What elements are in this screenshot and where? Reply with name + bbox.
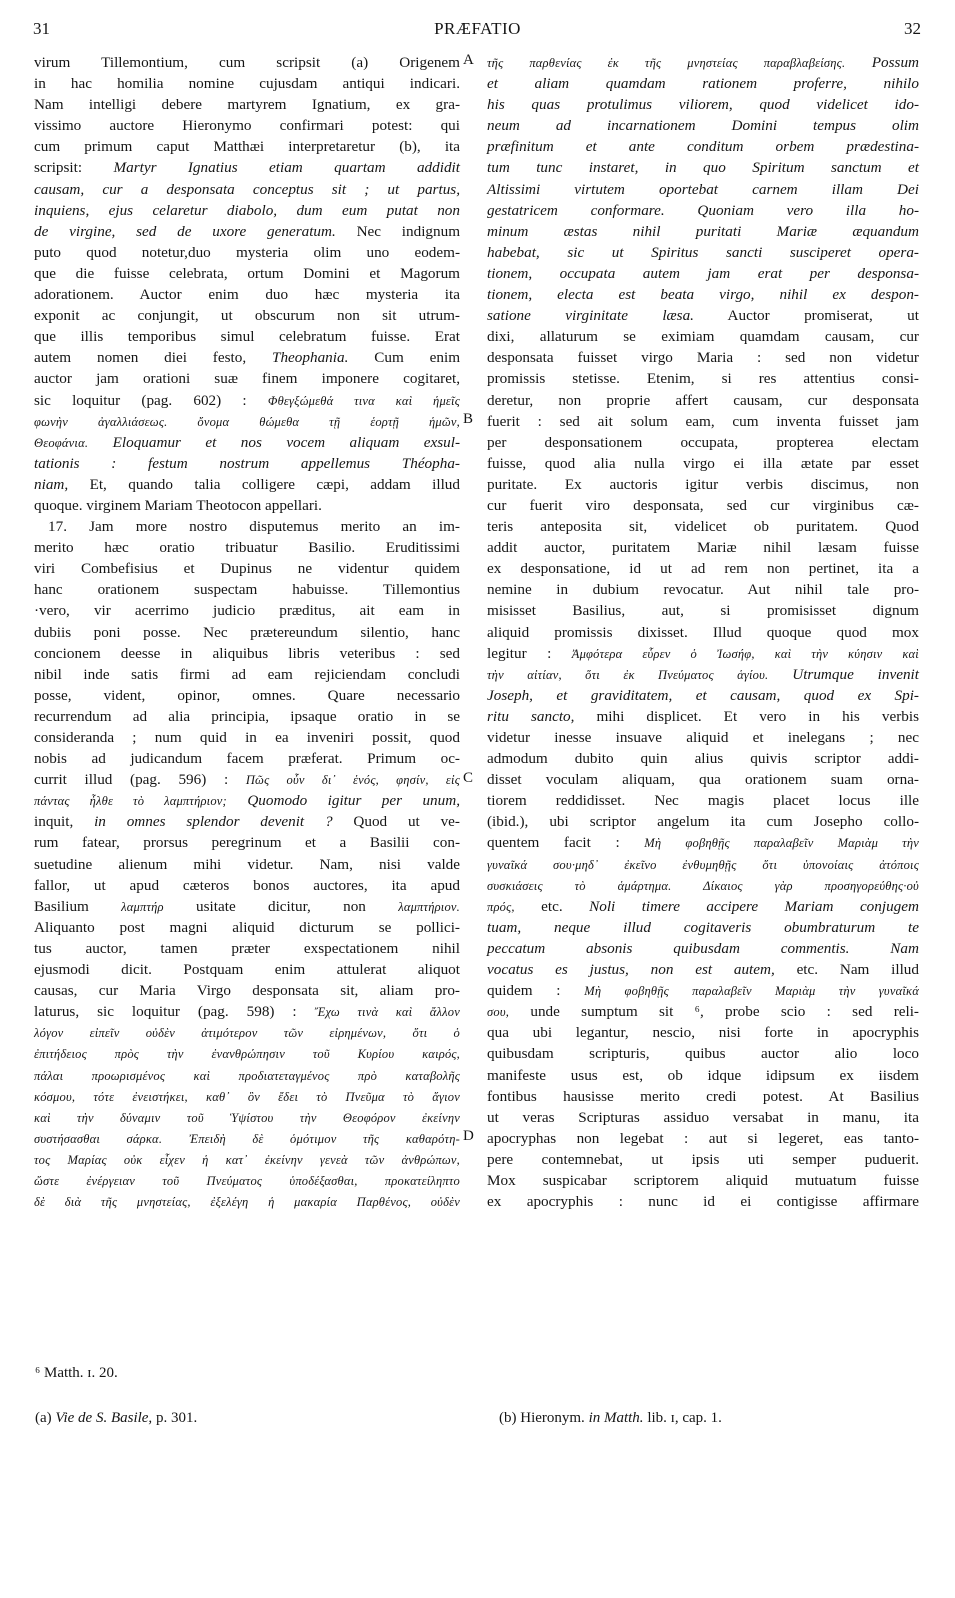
- text-segment: teris anteposita sit, videlicet ob puritatem. Quod: [487, 518, 919, 536]
- text-segment: fallor, ut apud cæteros bonos auctores, ita apud: [34, 876, 460, 894]
- text-segment: Quomodo igitur per unum,: [247, 792, 460, 810]
- text-line: [34, 1043, 460, 1064]
- text-segment: σου,: [487, 1005, 510, 1020]
- text-line: [487, 453, 919, 474]
- text-line: [487, 1043, 919, 1064]
- text-line: [487, 664, 919, 685]
- text-segment: autem nomen diei festo,: [34, 349, 272, 367]
- text-segment: Basilium: [34, 897, 122, 915]
- text-line: [487, 1065, 919, 1086]
- text-segment: Θεοφάνια.: [34, 435, 89, 450]
- text-segment: dubiis poni posse. Nec prætereundum silentio, hanc: [34, 623, 460, 641]
- page-header: [0, 0, 955, 40]
- text-line: [487, 537, 919, 558]
- text-line: [34, 1065, 460, 1086]
- text-line: [34, 157, 460, 178]
- text-segment: admodum dubito quin alius quivis scriptor addi-: [487, 750, 919, 768]
- text-segment: ritu sancto,: [487, 707, 575, 725]
- text-line: [34, 242, 460, 263]
- text-line: [34, 769, 460, 790]
- text-segment: per desponsationem occupata, propterea electam: [487, 433, 919, 451]
- text-segment: merito hæc oratio tribuatur Basilio. Eruditissimi: [34, 539, 460, 557]
- text-segment: πρός,: [487, 899, 515, 914]
- text-line: [487, 685, 919, 706]
- text-segment: satione virginitate læsa.: [487, 307, 694, 325]
- text-line: [487, 305, 919, 326]
- text-segment: videtur inesse insuave aliquid et inelegans ; nec: [487, 729, 919, 746]
- text-line: [487, 432, 919, 453]
- text-segment: cur fuerit viro desponsata, sed cur virginibus cæ-: [487, 496, 919, 514]
- text-line: [487, 1149, 919, 1170]
- text-segment: Μὴ φοβηθῇς παραλαβεῖν Μαριὰμ τὴν γυναῖκά: [584, 984, 920, 999]
- text-segment: tiorem reddidisset. Nec magis placet locus ille: [487, 792, 919, 810]
- footnote: ⁶ Matth. ɪ. 20.: [35, 1365, 118, 1381]
- text-segment: τῆς παρθενίας ἐκ τῆς μνηστείας παραβλαβείσης.: [487, 56, 846, 70]
- text-segment: Joseph, et graviditatem, et causam, quod ex Spi-: [487, 686, 919, 704]
- text-line: [34, 938, 460, 959]
- text-segment: mihi displicet. Et vero in his verbis: [574, 707, 919, 725]
- ref_left-seg: p. 301.: [152, 1410, 198, 1426]
- text-line: [487, 811, 919, 832]
- text-segment: tum tunc instaret, in quo Spiritum sanctum et: [487, 159, 919, 177]
- text-segment: apocryphas non legebat : aut si legeret, eas tanto-: [487, 1129, 919, 1147]
- text-line: [34, 643, 460, 664]
- text-line: [34, 917, 460, 938]
- text-line: [34, 980, 460, 1001]
- text-line: [487, 326, 919, 347]
- text-line: [34, 221, 460, 242]
- text-segment: peccatum absonis quibusdam commentis. Nam: [487, 939, 919, 957]
- text-segment: tationis : festum nostrum appellemus Théopha-: [34, 454, 460, 472]
- text-line: [487, 136, 919, 157]
- text-line: [34, 1107, 460, 1128]
- text-segment: cum primum caput Matthæi interpretaretur (b), ita: [34, 138, 460, 156]
- section-marker-b: B: [463, 411, 474, 427]
- text-line: [487, 727, 919, 748]
- text-segment: neum ad incarnationem Domini tempus olim: [487, 117, 919, 135]
- text-line: [34, 200, 460, 221]
- text-line: [487, 347, 919, 368]
- text-segment: (ibid.), ubi scriptor angelum ita cum Josepho collo-: [487, 813, 919, 831]
- text-segment: Cum enim: [348, 349, 461, 367]
- text-segment: quentem facit :: [487, 834, 645, 852]
- text-line: [487, 1022, 919, 1043]
- text-segment: manifeste usus est, ob idque idipsum ex iisdem: [487, 1066, 919, 1084]
- text-segment: etc.: [514, 897, 590, 915]
- text-segment: concionem deesse in aliquibus libris veteribus : sed: [34, 644, 460, 662]
- text-segment: auctor jam orationi suæ finem imponere cogitaret,: [34, 370, 460, 388]
- text-line: [34, 94, 460, 115]
- text-segment: tionem, electa est beata virgo, nihil ex despon-: [487, 286, 919, 304]
- text-line: [34, 685, 460, 706]
- text-line: [34, 1022, 460, 1043]
- text-segment: ὥστε ἐνέργειαν τοῦ Πνεύματος ὑποδέξασθαι, προκατείληπτο: [34, 1173, 460, 1188]
- text-segment: deretur, non proprie affert causam, cur desponsata: [487, 391, 919, 409]
- text-segment: λαμπτήρ: [121, 899, 164, 914]
- text-line: [487, 94, 919, 115]
- text-segment: τος Μαρίας οὐκ εἶχεν ἡ κατ᾽ ἐκείνην γενεὰ τῶν ἀνθρώπων,: [34, 1152, 460, 1167]
- text-segment: [227, 792, 247, 809]
- text-segment: disset voculam aliquam, qua orationem suam orna-: [487, 771, 919, 789]
- text-segment: quidem :: [487, 982, 585, 1000]
- text-line: [487, 917, 919, 938]
- text-line: [34, 896, 460, 917]
- text-line: [487, 790, 919, 811]
- text-segment: inquit,: [34, 813, 95, 831]
- text-segment: καὶ τὴν δύναμιν τοῦ Ὑψίστου τὴν Θεοφόρον ἐκείνην: [34, 1110, 460, 1125]
- text-line: [34, 495, 460, 516]
- text-segment: que illis temporibus simul celebratum fuisse. Erat: [34, 328, 460, 346]
- ref_right-seg: in Matth.: [588, 1410, 644, 1426]
- text-line: [34, 875, 460, 896]
- text-segment: misisset Basilius, aut, si promisisset dignum: [487, 602, 919, 620]
- text-segment: promissis stetisse. Etenim, si res attentius consi-: [487, 370, 919, 388]
- text-segment: vissimo auctore Hieronymo confirmari potest: qui: [34, 117, 460, 135]
- text-segment: suetudine alienum mihi videtur. Nam, nisi valde: [34, 855, 460, 873]
- text-line: [34, 305, 460, 326]
- text-line: [34, 579, 460, 600]
- text-segment: inquiens, ejus celaretur diabolo, dum eum putat non: [34, 201, 460, 219]
- text-line: [487, 1128, 919, 1149]
- text-segment: 17. Jam more nostro disputemus merito an im-: [48, 518, 460, 536]
- text-segment: φωνὴν ἀγαλλιάσεως. ὄνομα θώμεθα τῇ ἑορτῇ ἡμῶν,: [34, 414, 460, 429]
- text-segment: Φθεγξώμεθά τινα καὶ ἡμεῖς: [267, 393, 460, 408]
- text-line: [34, 1086, 460, 1107]
- text-line: [487, 706, 919, 727]
- text-line: [487, 980, 919, 1001]
- text-segment: ·vero, vir acerrimo judicio præditus, ait eam in: [34, 602, 460, 620]
- text-segment: laturus, sic loquitur (pag. 598) :: [34, 1003, 315, 1021]
- text-line: [34, 453, 460, 474]
- text-segment: in omnes splendor devenit ?: [94, 813, 333, 831]
- section-marker-c: C: [463, 770, 474, 786]
- text-line: [487, 643, 919, 664]
- text-line: [487, 558, 919, 579]
- text-segment: Altissimi virtutem oportebat carnem illam Dei: [487, 180, 919, 198]
- text-segment: scripsit:: [34, 159, 114, 177]
- text-line: [34, 959, 460, 980]
- text-line: [34, 727, 460, 748]
- text-line: [487, 1001, 919, 1022]
- text-segment: dixi, allaturum se eximiam quamdam causam, cur: [487, 328, 919, 346]
- text-line: [34, 748, 460, 769]
- text-segment: causam, cur a desponsata conceptus sit ; ut partus,: [34, 180, 460, 198]
- text-segment: et aliam quamdam rationem proferre, nihilo: [487, 75, 919, 93]
- text-segment: addit auctor, puritatem Mariæ nihil læsam fuisse: [487, 539, 919, 557]
- text-segment: Auctor promiserat, ut: [693, 307, 919, 325]
- text-line: [34, 1149, 460, 1170]
- text-segment: tuam, neque illud cogitaveris obumbraturum te: [487, 918, 919, 936]
- text-line: [34, 832, 460, 853]
- text-segment: tus auctor, tamen præter exspectationem nihil: [34, 939, 460, 957]
- text-line: [487, 242, 919, 263]
- text-line: [34, 790, 460, 811]
- text-segment: τὴν αἰτίαν, ὅτι ἐκ Πνεύματος ἁγίου.: [487, 667, 769, 682]
- text-segment: Ἀμφότερα εὗρεν ὁ Ἰωσήφ, καὶ τὴν κύησιν καὶ: [571, 646, 919, 661]
- text-segment: aliquid promissis dixisset. Illud quoque quod mox: [487, 623, 919, 641]
- text-segment: habebat, sic ut Spiritus sancti susciperet opera-: [487, 243, 919, 261]
- text-segment: puto quod notetur,duo mysteria olim uno eodem-: [34, 243, 460, 261]
- text-segment: fuisse, quod alia nulla virgo ei illa ætate par esset: [487, 454, 919, 472]
- text-line: [487, 959, 919, 980]
- text-line: [34, 537, 460, 558]
- text-line: [487, 263, 919, 284]
- text-line: [34, 1128, 460, 1149]
- text-segment: legitur :: [487, 644, 572, 662]
- text-line: [487, 390, 919, 411]
- text-line: [34, 811, 460, 832]
- text-segment: unde sumptum sit ⁶, probe scio : sed reli-: [509, 1003, 919, 1021]
- text-segment: quibusdam scripturis, quibus auctor alio loco: [487, 1045, 919, 1063]
- text-segment: [88, 434, 112, 451]
- text-line: [487, 411, 919, 432]
- text-line: [34, 664, 460, 685]
- text-segment: Πῶς οὖν δι᾽ ἑνός, φησίν, εἰς: [245, 773, 461, 788]
- text-segment: quoque. virginem Mariam Theotocon appellari.: [34, 496, 322, 514]
- text-segment: minum æstas nihil puritati Mariæ æquandum: [487, 222, 919, 240]
- text-line: [34, 52, 460, 73]
- text-segment: ut veras Scripturas assiduo versabat in manu, ita: [487, 1108, 919, 1126]
- right-column: [487, 52, 919, 1212]
- text-segment: συστήσασθαι σάρκα.: [34, 1131, 163, 1146]
- text-line: [34, 136, 460, 157]
- text-line: [487, 179, 919, 200]
- ref_right-seg: lib. ɪ, cap. 1.: [643, 1410, 722, 1426]
- text-segment: γυναῖκά σου·μηδ᾽ ἐκεῖνο ἐνθυμηθῇς ὅτι ὑπονοίαις ἀτόποις: [487, 857, 919, 872]
- text-line: [34, 854, 460, 875]
- text-segment: ejusmodi dicit. Postquam enim attulerat aliquot: [34, 961, 460, 979]
- text-line: [34, 347, 460, 368]
- text-line: [487, 579, 919, 600]
- text-segment: exponit ac conjungit, ut obscurum non sit utrum-: [34, 307, 460, 325]
- text-line: [34, 474, 460, 495]
- text-segment: usitate dicitur, non: [163, 897, 399, 915]
- text-segment: his quas protulimus viliorem, quod videlicet ido-: [487, 96, 919, 114]
- text-line: [34, 263, 460, 284]
- text-line: [34, 1001, 460, 1022]
- text-segment: etc. Nam illud: [774, 961, 919, 979]
- ref_right-seg: (b) Hieronym.: [499, 1410, 589, 1426]
- text-segment: Eloquamur et nos vocem aliquam exsul-: [112, 433, 461, 451]
- text-segment: desponsata fuisset virgo Maria : sed non videtur: [487, 349, 919, 367]
- text-segment: κόσμου, τότε ἐνειστήκει, καθ᾽ ὃν ἔδει τὸ Πνεῦμα τὸ ἅγιον: [34, 1089, 460, 1104]
- text-segment: λόγον εἰπεῖν οὐδὲν ἀτιμότερον τῶν εἰρημένων, ὅτι ὁ: [34, 1026, 460, 1041]
- text-segment: [845, 54, 871, 71]
- text-line: [487, 875, 919, 896]
- text-line: [34, 432, 460, 453]
- reference-right: [499, 1410, 722, 1427]
- text-segment: nemine in dubium revocatur. Aut nihil tale pro-: [487, 581, 919, 599]
- text-segment: præfinitum et ante conditum orbem prædestina-: [487, 138, 919, 156]
- text-line: [34, 558, 460, 579]
- text-line: [34, 622, 460, 643]
- text-segment: Nam intelligi debere martyrem Ignatium, ex gra-: [34, 96, 460, 114]
- text-segment: niam,: [34, 475, 69, 493]
- text-segment: hanc orationem suspectam habuisse. Tillemontius: [34, 581, 460, 599]
- text-segment: rum fatear, prorsus peregrinum et a Basilii con-: [34, 834, 460, 852]
- text-segment: Martyr Ignatius etiam quartam addidit: [113, 159, 461, 177]
- text-segment: viri Combefisius et Dupinus ne videntur quidem: [34, 560, 460, 578]
- text-segment: sic loquitur (pag. 602) :: [34, 391, 268, 409]
- text-line: [487, 157, 919, 178]
- ref_left-seg: Vie de S. Basile,: [55, 1410, 153, 1426]
- text-segment: in hac homilia nomine cujusdam antiqui indicari.: [34, 75, 460, 93]
- reference-left: [35, 1410, 197, 1427]
- text-segment: συσκιάσεις τὸ ἁμάρτημα. Δίκαιος γὰρ προσηγορεύθης·οὐ: [487, 878, 919, 893]
- text-segment: currit illud (pag. 596) :: [34, 771, 246, 789]
- text-line: [487, 368, 919, 389]
- text-segment: Aliquanto post magni aliquid dicturum se pollici-: [34, 918, 460, 936]
- text-segment: ex apocryphis : nunc id ei contigisse affirmare: [487, 1193, 919, 1211]
- text-segment: [768, 666, 792, 683]
- text-line: [487, 200, 919, 221]
- page-number-left: 31: [33, 19, 50, 38]
- text-line: [487, 495, 919, 516]
- text-segment: nibil inde satis firmi ad eam rejiciendam concludi: [34, 665, 460, 683]
- left-column: [34, 52, 460, 1212]
- text-line: [487, 622, 919, 643]
- text-segment: Quod ut ve-: [332, 813, 460, 831]
- text-segment: λαμπτήριον.: [398, 899, 460, 914]
- text-line: [487, 832, 919, 853]
- running-title: PRÆFATIO: [434, 19, 521, 38]
- text-line: [34, 411, 460, 432]
- text-segment: Utrumque invenit: [792, 665, 919, 683]
- text-line: [487, 1107, 919, 1128]
- section-marker-a: A: [463, 52, 474, 68]
- text-line: [34, 179, 460, 200]
- text-line: [34, 390, 460, 411]
- ref_left-seg: (a): [35, 1410, 56, 1426]
- text-segment: Ἔχω τινὰ καὶ ἄλλον: [314, 1005, 460, 1020]
- text-segment: que die fuisse celebrata, ortum Domini et Magorum: [34, 264, 460, 282]
- text-segment: posse, vident, opinor, omnes. Quare necessario: [34, 686, 460, 704]
- text-line: [487, 1170, 919, 1191]
- text-line: [487, 221, 919, 242]
- text-segment: Theophania.: [272, 349, 349, 367]
- text-segment: qua ubi legantur, nescio, nisi forte in apocryphis: [487, 1024, 919, 1042]
- text-segment: fontibus hausisse merito credi potest. At Basilius: [487, 1087, 919, 1105]
- text-segment: recurrendum ad alia principia, ipsaque oratio in se: [34, 707, 460, 725]
- text-segment: causas, cur Maria Virgo desponsata sit, aliam pro-: [34, 982, 460, 1000]
- text-segment: ex desponsatione, id ut ad rem non pertinet, ita a: [487, 560, 919, 578]
- text-segment: virum Tillemontium, cum scripsit (a) Origenem: [34, 54, 460, 71]
- text-line: [487, 748, 919, 769]
- text-segment: adorationem. Auctor enim duo hæc mysteria ita: [34, 286, 460, 304]
- text-segment: nobis ad judicandum facem præferat. Primum oc-: [34, 750, 460, 768]
- text-line: [34, 115, 460, 136]
- text-segment: fuerit : sed ait solum eam, cum inventa fuisset jam: [487, 412, 919, 430]
- text-line: [34, 1191, 460, 1212]
- text-line: [34, 1170, 460, 1191]
- text-line: [34, 706, 460, 727]
- text-line: [487, 1086, 919, 1107]
- text-line: [487, 284, 919, 305]
- text-segment: πάλαι προωρισμένος καὶ προδιατεταγμένος πρὸ καταβολῆς: [34, 1068, 460, 1083]
- text-segment: Noli timere accipere Mariam conjugem: [589, 897, 919, 915]
- text-segment: vocatus es justus, non est autem,: [487, 961, 775, 979]
- text-line: [34, 600, 460, 621]
- text-line: [34, 73, 460, 94]
- text-line: [487, 115, 919, 136]
- text-line: [487, 769, 919, 790]
- text-line: [487, 1191, 919, 1212]
- text-line: [487, 516, 919, 537]
- text-line: [487, 938, 919, 959]
- text-segment: de virgine, sed de uxore generatum.: [34, 222, 336, 240]
- text-line: [487, 600, 919, 621]
- text-segment: Μὴ φοβηθῇς παραλαβεῖν Μαριὰμ τὴν: [644, 836, 919, 851]
- text-line: [34, 284, 460, 305]
- text-segment: puritate. Ex auctoris igitur verbis discimus, non: [487, 475, 919, 493]
- text-line: [487, 854, 919, 875]
- text-segment: πάντας ἦλθε τὸ λαμπτήριον;: [34, 794, 227, 809]
- text-segment: ἐπιτήδειος πρὸς τὴν ἐνανθρώπησιν τοῦ Κυρίου καιρός,: [34, 1047, 460, 1062]
- text-segment: tionem, occupata autem jam erat per desponsa-: [487, 264, 919, 282]
- text-line: [34, 326, 460, 347]
- text-segment: consideranda ; num quid in ea inveniri possit, quod: [34, 729, 460, 746]
- text-line: [34, 516, 460, 537]
- text-segment: Nec indignum: [335, 222, 461, 240]
- text-segment: gestatricem conformare. Quoniam vero illa ho-: [487, 201, 919, 219]
- text-segment: Ἐπειδὴ δὲ ὁμότιμον τῆς καθαρότη-: [189, 1131, 460, 1146]
- text-line: [487, 474, 919, 495]
- text-line: [34, 368, 460, 389]
- text-segment: Possum: [871, 54, 920, 71]
- page-number-right: 32: [904, 19, 921, 38]
- text-segment: [162, 1130, 189, 1147]
- text-segment: Et, quando talia colligere cæpi, addam illud: [68, 475, 460, 493]
- text-segment: pere contemnebat, ut ipsis uti semper puduerit.: [487, 1150, 919, 1168]
- text-segment: Mox suspicabar scriptorem aliquid mutuatum fuisse: [487, 1171, 919, 1189]
- text-segment: δὲ διὰ τῆς μνηστείας, ἐξελέγη ἡ μακαρία Παρθένος, οὐδὲν: [34, 1195, 460, 1210]
- text-line: [487, 73, 919, 94]
- section-marker-d: D: [463, 1128, 474, 1144]
- text-line: [487, 896, 919, 917]
- text-line: [487, 52, 919, 73]
